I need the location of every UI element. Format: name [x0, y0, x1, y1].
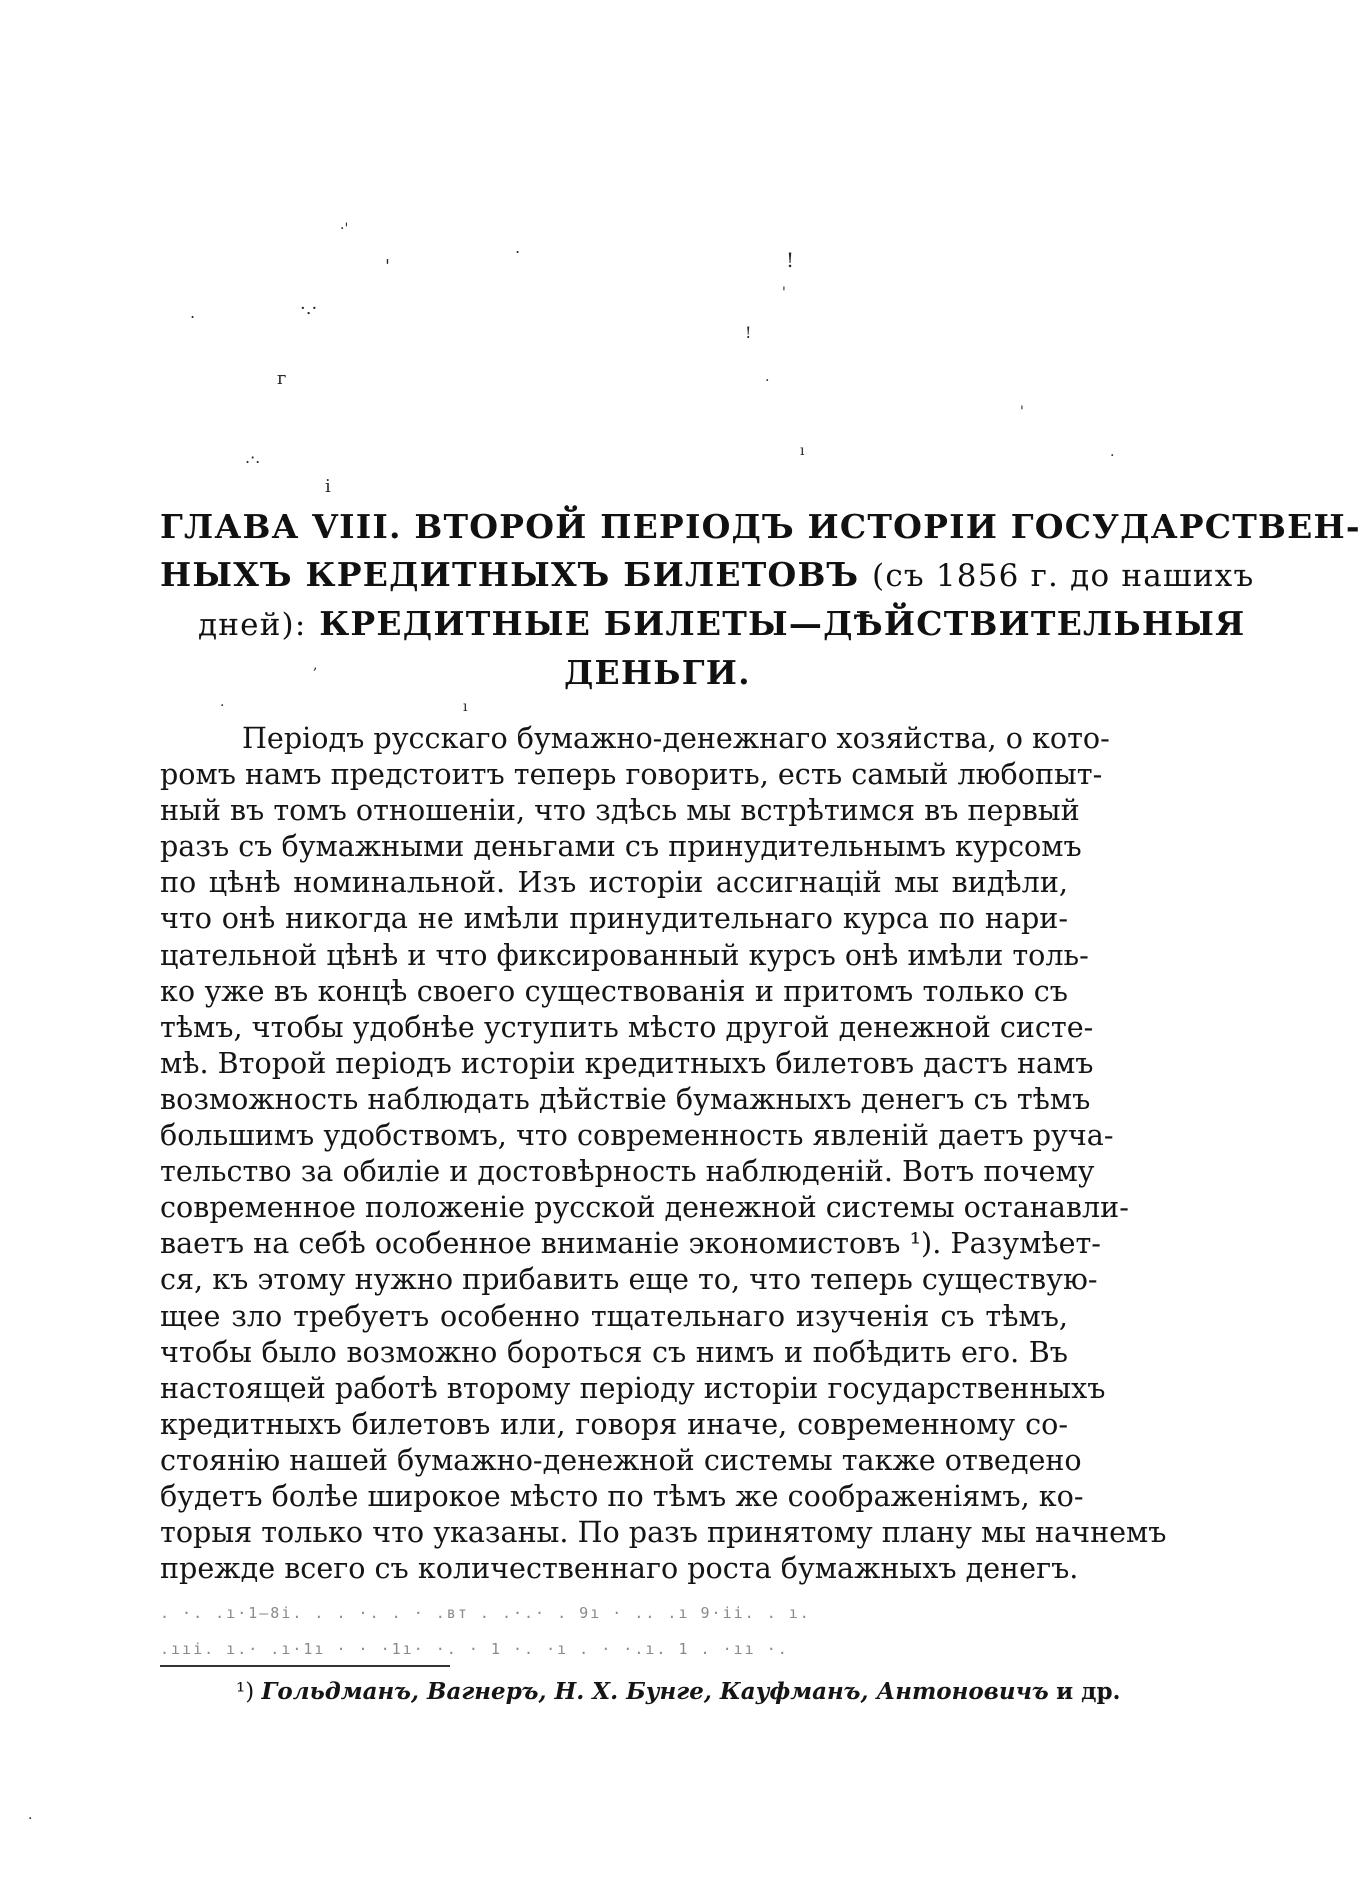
scan-speck: ! [745, 323, 752, 342]
body-line: чтобы было возможно бороться съ нимъ и побѣдить его. Въ [160, 1334, 1068, 1369]
chapter-title-line-3-small: дней): [198, 607, 307, 643]
body-line: ся, къ этому нужно прибавить еще то, что теперь существую- [160, 1262, 1098, 1297]
scan-speck: ı [800, 443, 805, 459]
scan-speck: , [313, 657, 318, 673]
scan-speck: г [277, 368, 287, 389]
body-line: Періодъ русскаго бумажно-денежнаго хозяйства, о кото- [242, 721, 1110, 755]
footnote [236, 1676, 1121, 1708]
footnote-authors: Гольдманъ, Вагнеръ, Н. Х. Бунге, Кауфманъ, Антоновичъ [261, 1678, 1049, 1705]
body-line: ромъ намъ предстоитъ теперь говорить, есть самый любопыт- [160, 757, 1103, 792]
body-line: стоянію нашей бумажно-денежной системы также отведено [160, 1442, 1082, 1477]
body-line: настоящей работѣ второму періоду исторіи государственныхъ [160, 1370, 1106, 1405]
chapter-title-line-2 [160, 551, 1255, 600]
body-line: прежде всего съ количественнаго роста бумажныхъ денегъ. [160, 1551, 1079, 1586]
scan-speck: . [28, 1807, 33, 1823]
chapter-title [160, 503, 1361, 697]
scan-speck: . [765, 369, 770, 385]
chapter-title-line-3 [160, 600, 1246, 649]
body-line: разъ съ бумажными деньгами съ принудительнымъ курсомъ [160, 829, 1082, 864]
chapter-title-line-3-bold: КРЕДИТНЫЕ БИЛЕТЫ—ДѢЙСТВИТЕЛЬНЫЯ [319, 604, 1246, 643]
scan-speck: . [220, 694, 225, 710]
show-through-noise: . ·. .ı·1—8і. . . ·. . · .вт . .·.· . 9ı · .. .ı 9·іі. . ı. [160, 1604, 811, 1622]
scan-speck: ' [782, 285, 786, 301]
chapter-title-line-2-small: (съ 1856 г. до нашихъ [872, 558, 1255, 594]
footnote-etc: и др. [1056, 1678, 1121, 1705]
scan-speck: . [190, 303, 196, 322]
scan-speck: .·. [245, 448, 261, 467]
body-line: большимъ удобствомъ, что современность явленій даетъ руча- [160, 1118, 1114, 1153]
body-line: тельство за обиліе и достовѣрность наблюденій. Вотъ почему [160, 1154, 1095, 1189]
body-line: тѣмъ, чтобы удобнѣе уступить мѣсто другой денежной систе- [160, 1009, 1094, 1044]
scan-speck: ı [463, 699, 468, 715]
scan-speck: ·' [340, 221, 349, 237]
body-line: ваетъ на себѣ особенное вниманіе экономистовъ ¹). Разумѣет- [160, 1226, 1101, 1261]
chapter-title-line-4: ДЕНЬГИ. [564, 653, 751, 692]
body-paragraph [160, 720, 1167, 1586]
show-through-noise: .ııі. ı.· .ı·1ı · · ·1ı· ·. · 1 ·. ·ı . · ·.ı. 1 . ·ıı ·. [160, 1640, 789, 1658]
scan-speck: ! [786, 248, 795, 272]
chapter-title-line-1: ГЛАВА VIII. ВТОРОЙ ПЕРІОДЪ ИСТОРІИ ГОСУДАРСТВЕН- [160, 507, 1361, 546]
body-line: щее зло требуетъ особенно тщательнаго изученія съ тѣмъ, [160, 1298, 1068, 1333]
body-line: будетъ болѣе широкое мѣсто по тѣмъ же соображеніямъ, ко- [160, 1478, 1084, 1513]
scan-speck: і [325, 476, 331, 497]
footnote-separator [160, 1665, 450, 1667]
body-line: ко уже въ концѣ своего существованія и притомъ только съ [160, 973, 1068, 1008]
body-line: современное положеніе русской денежной системы останавли- [160, 1190, 1129, 1225]
body-line: по цѣнѣ номинальной. Изъ исторіи ассигнацій мы видѣли, [160, 865, 1068, 900]
body-line: кредитныхъ билетовъ или, говоря иначе, современному со- [160, 1406, 1068, 1441]
footnote-marker: ¹) [236, 1679, 255, 1705]
body-line: цательной цѣнѣ и что фиксированный курсъ онѣ имѣли толь- [160, 937, 1089, 972]
body-line: что онѣ никогда не имѣли принудительнаго курса по нари- [160, 901, 1068, 936]
scan-speck: ·.· [300, 298, 318, 319]
scan-speck: ' [1020, 404, 1024, 420]
body-line: ный въ томъ отношеніи, что здѣсь мы встрѣтимся въ первый [160, 793, 1080, 828]
scan-speck: ' [385, 256, 390, 277]
body-line: торыя только что указаны. По разъ принятому плану мы начнемъ [160, 1515, 1167, 1550]
chapter-title-line-2-bold: НЫХЪ КРЕДИТНЫХЪ БИЛЕТОВЪ [160, 555, 860, 594]
scan-speck: . [1110, 444, 1115, 460]
scan-speck: . [515, 238, 521, 257]
body-line: мѣ. Второй періодъ исторіи кредитныхъ билетовъ дастъ намъ [160, 1045, 1094, 1080]
body-line: возможность наблюдать дѣйствіе бумажныхъ денегъ съ тѣмъ [160, 1081, 1091, 1116]
